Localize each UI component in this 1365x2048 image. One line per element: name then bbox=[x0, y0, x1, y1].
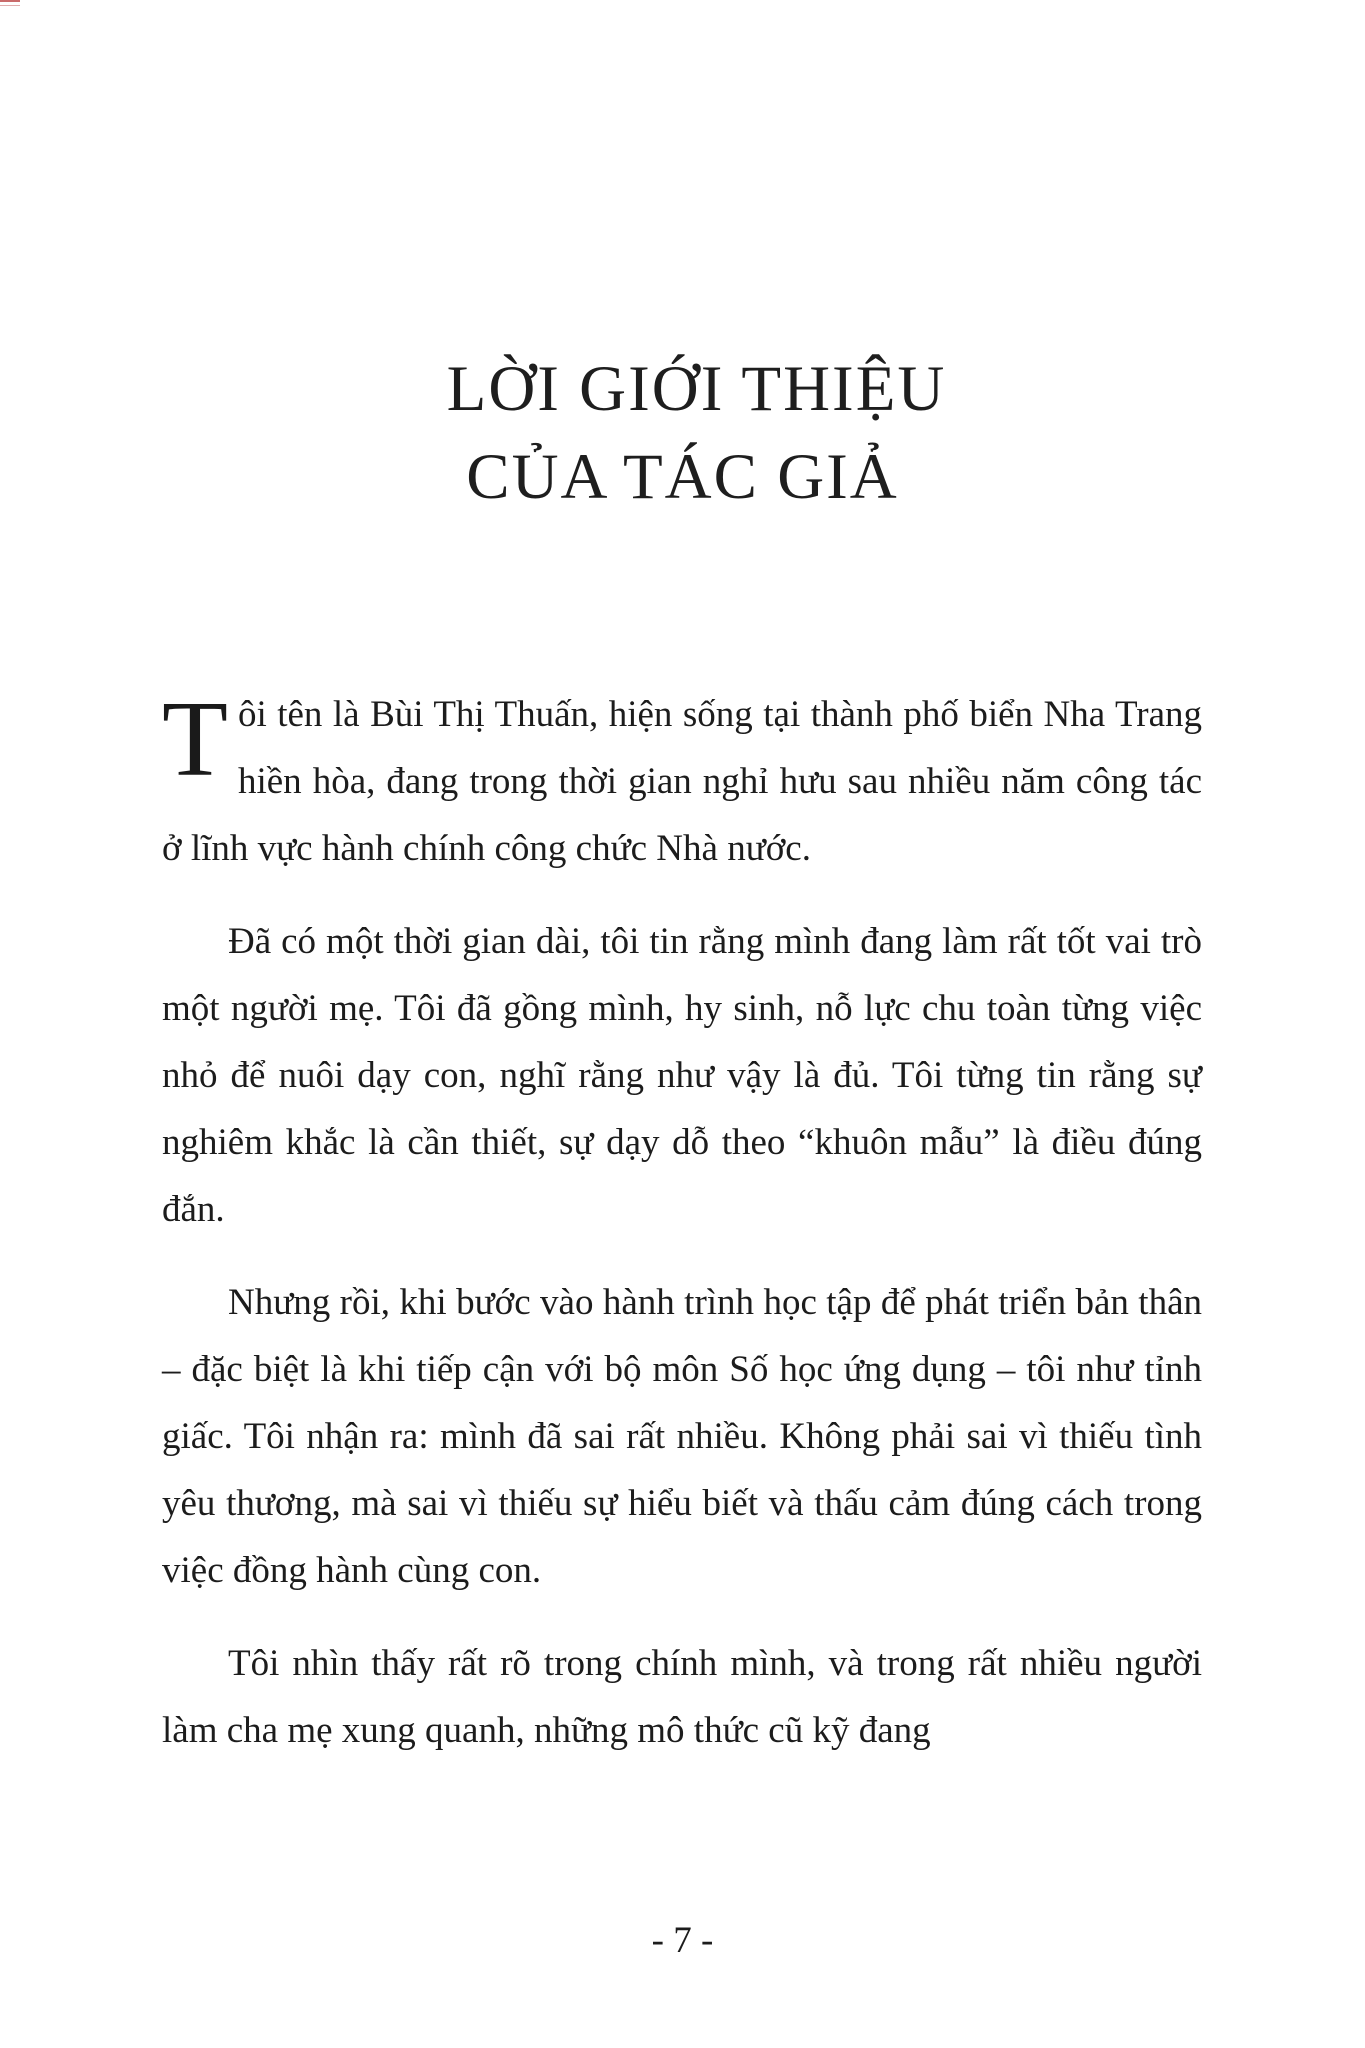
paragraph-3: Nhưng rồi, khi bước vào hành trình học tập để phát triển bản thân – đặc biệt là khi tiếp cận với bộ môn Số học ứng dụng – tôi như tỉnh giấc. Tôi nhận ra: mình đã sai rất nhiều. Không phải sai vì thiếu tình yêu thương, mà sai vì thiếu sự hiểu biết và thấu cảm đúng cách trong việc đồng hành cùng con. bbox=[162, 1282, 1202, 1591]
title-line-1: LỜI GIỚI THIỆU bbox=[446, 353, 947, 425]
page-title bbox=[0, 345, 1365, 521]
paragraph-2: Đã có một thời gian dài, tôi tin rằng mình đang làm rất tốt vai trò một người mẹ. Tôi đã gồng mình, hy sinh, nỗ lực chu toàn từng việc nhỏ để nuôi dạy con, nghĩ rằng như vậy là đủ. Tôi từng tin rằng sự nghiêm khắc là cần thiết, sự dạy dỗ theo “khuôn mẫu” là điều đúng đắn. bbox=[162, 921, 1202, 1230]
paragraph-1-text: ôi tên là Bùi Thị Thuấn, hiện sống tại thành phố biển Nha Trang hiền hòa, đang trong thời gian nghỉ hưu sau nhiều năm công tác ở lĩnh vực hành chính công chức Nhà nước. bbox=[162, 694, 1202, 869]
paragraph-1 bbox=[162, 681, 1202, 882]
drop-cap: T bbox=[162, 680, 228, 799]
title-line-2: CỦA TÁC GIẢ bbox=[466, 441, 899, 513]
page-number: - 7 - bbox=[651, 1920, 714, 1961]
body-text bbox=[162, 681, 1202, 1790]
scan-edge-mark bbox=[0, 0, 20, 6]
paragraph-4: Tôi nhìn thấy rất rõ trong chính mình, và trong rất nhiều người làm cha mẹ xung quanh, những mô thức cũ kỹ đang bbox=[162, 1643, 1202, 1751]
